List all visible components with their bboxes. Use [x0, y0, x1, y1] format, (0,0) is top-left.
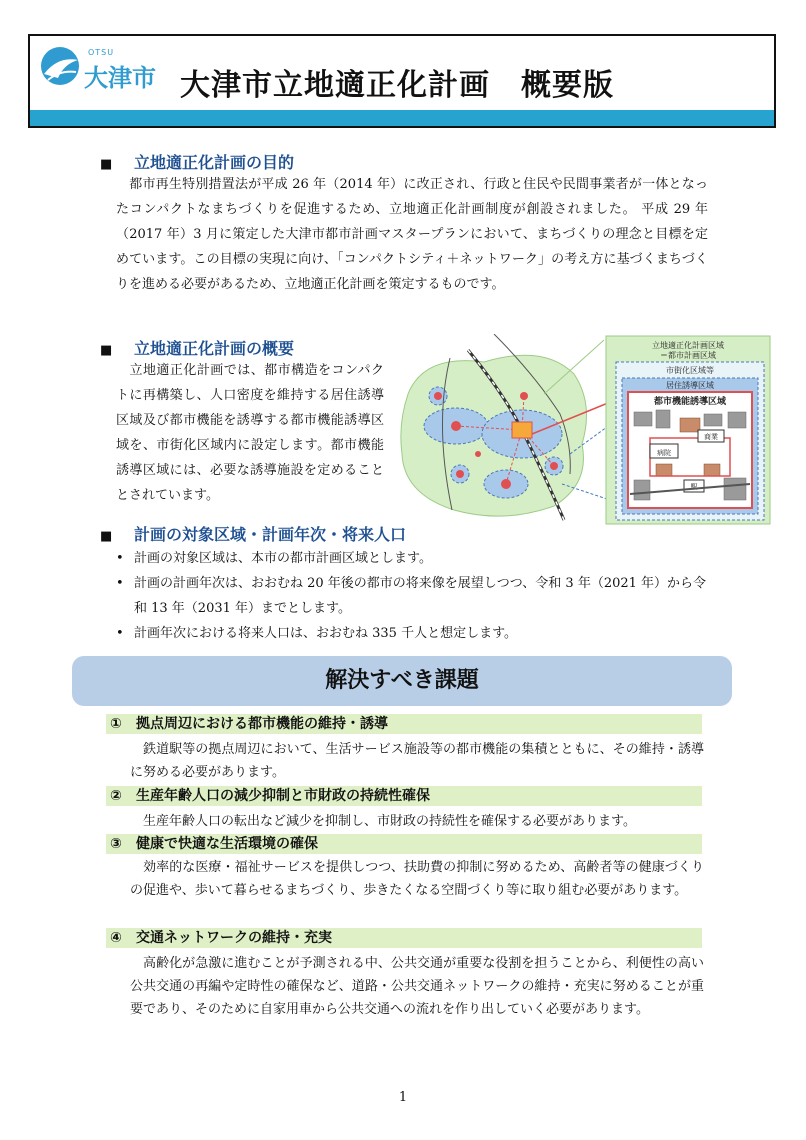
- issue-title: 健康で快適な生活環境の確保: [136, 836, 318, 852]
- overview-text: 立地適正化計画では、都市構造をコンパクトに再構築し、人口密度を維持する居住誘導区域及び都市機能を誘導する都市機能誘導区域を、市街化区域内に設定します。都市機能誘導区域には、必要な誘導施設を定めることとされています。: [116, 363, 384, 503]
- logo-text-jp: 大津市: [84, 64, 156, 92]
- issues-banner: 解決すべき課題: [72, 656, 732, 706]
- issue-number: ①: [110, 716, 122, 732]
- issue-title: 生産年齢人口の減少抑制と市財政の持続性確保: [136, 788, 430, 804]
- station-label: 駅: [690, 483, 698, 491]
- shop-label: 商業: [704, 433, 718, 441]
- outer-zone-label-1: 立地適正化計画区域: [652, 341, 724, 350]
- issue-title: 拠点周辺における都市機能の維持・誘導: [136, 716, 388, 732]
- issue-number: ②: [110, 788, 122, 804]
- hospital-label: 病院: [657, 449, 671, 457]
- scope-list: [116, 546, 708, 646]
- issue-2-text: 生産年齢人口の転出など減少を抑制し、市財政の持続性を確保する必要があります。: [130, 814, 636, 829]
- issue-3-heading: [106, 834, 702, 854]
- urban-function-zone-label: 都市機能誘導区域: [653, 397, 727, 407]
- heading-square-icon: ■: [100, 343, 113, 358]
- issue-1-text: 鉄道駅等の拠点周辺において、生活サービス施設等の都市機能の集積とともに、その維持・誘導に努める必要があります。: [130, 742, 704, 780]
- heading-square-icon: ■: [100, 529, 113, 544]
- issue-1-heading: [106, 714, 702, 734]
- issue-3-text: 効率的な医療・福祉サービスを提供しつつ、扶助費の抑制に努めるため、高齢者等の健康づくりの促進や、歩いて暮らせるまちづくり、歩きたくなる空間づくり等に取り組む必要があります。: [130, 860, 704, 898]
- heading-square-icon: ■: [100, 157, 113, 172]
- issue-number: ④: [110, 930, 122, 946]
- issue-2-heading: [106, 786, 702, 806]
- list-item: • 計画の対象区域は、本市の都市計画区域とします。: [116, 546, 708, 571]
- header-accent-bar: [28, 110, 776, 128]
- page-title: 大津市立地適正化計画 概要版: [180, 68, 614, 103]
- outer-zone-label-2: ＝都市計画区域: [660, 351, 716, 360]
- purpose-heading: ■ 立地適正化計画の目的: [100, 153, 295, 172]
- residential-zone-label: 居住誘導区域: [666, 381, 714, 390]
- page-number: 1: [398, 1090, 408, 1105]
- issue-number: ③: [110, 836, 122, 852]
- compact-city-diagram: [394, 334, 772, 528]
- scope-heading: ■ 計画の対象区域・計画年次・将来人口: [100, 525, 407, 544]
- list-item: • 計画年次における将来人口は、おおむね 335 千人と想定します。: [116, 621, 708, 646]
- city-logo: [38, 44, 156, 92]
- logo-text-en: OTSU: [88, 48, 115, 57]
- list-item: • 計画の計画年次は、おおむね 20 年後の都市の将来像を展望しつつ、令和 3 年（2021 年）から令和 13 年（2031 年）までとします。: [116, 571, 708, 621]
- issue-4-heading: [106, 928, 702, 948]
- overview-heading: ■ 立地適正化計画の概要: [100, 339, 295, 358]
- otsu-logo-icon: [38, 44, 84, 88]
- purpose-text: 都市再生特別措置法が平成 26 年（2014 年）に改正され、行政と住民や民間事業者が一体となったコンパクトなまちづくりを促進するため、立地適正化計画制度が創設されました。 平成 29 年（2017 年）3 月に策定した大津市都市計画マスタープランにおいて、まちづくりの理念と目標を定めています。この目標の実現に向け、「コンパクトシティ＋ネットワーク」の考え方に基づくまちづくりを進める必要があるため、立地適正化計画を策定するものです。: [116, 177, 708, 292]
- issue-title: 交通ネットワークの維持・充実: [136, 930, 332, 946]
- issue-4-text: 高齢化が急激に進むことが予測される中、公共交通が重要な役割を担うことから、利便性の高い公共交通の再編や定時性の確保など、道路・公共交通ネットワークの維持・充実に努めることが重要であり、そのために自家用車から公共交通への流れを作り出していく必要があります。: [130, 956, 704, 1017]
- urbanization-zone-label: 市街化区域等: [666, 366, 714, 375]
